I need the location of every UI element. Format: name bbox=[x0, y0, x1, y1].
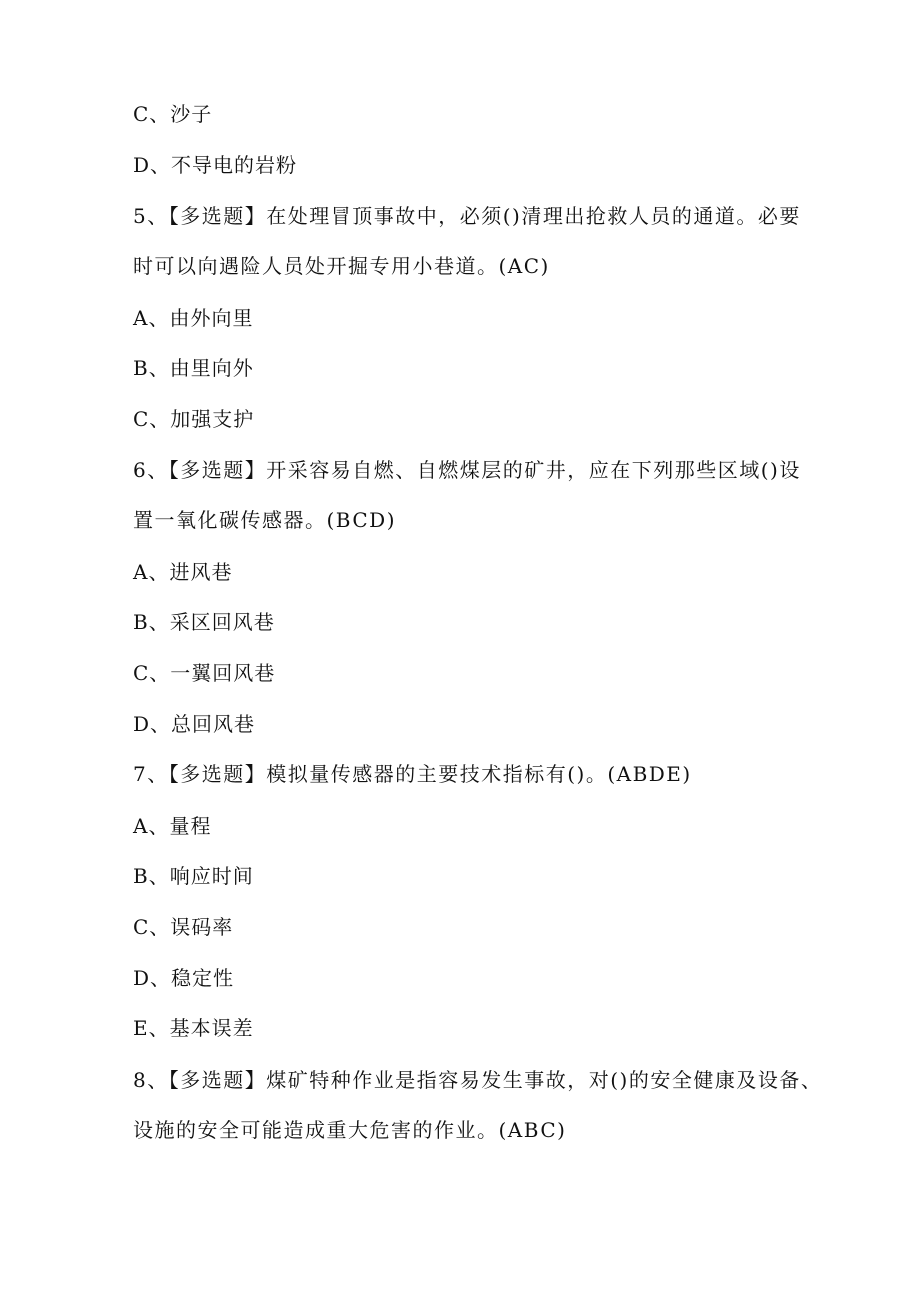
option-line: A、由外向里 bbox=[133, 306, 254, 330]
option-line: C、误码率 bbox=[133, 915, 234, 939]
option-line: A、量程 bbox=[133, 814, 212, 838]
option-line: D、总回风巷 bbox=[133, 712, 256, 736]
option-line: C、沙子 bbox=[133, 102, 213, 126]
option-line: C、一翼回风巷 bbox=[133, 661, 276, 685]
question-line: 8、【多选题】煤矿特种作业是指容易发生事故，对()的安全健康及设备、 bbox=[133, 1068, 823, 1092]
option-line: E、基本误差 bbox=[133, 1016, 254, 1040]
question-line: 6、【多选题】开采容易自燃、自燃煤层的矿井，应在下列那些区域()设 bbox=[133, 458, 801, 482]
question-line: 5、【多选题】在处理冒顶事故中，必须()清理出抢救人员的通道。必要 bbox=[133, 204, 801, 228]
question-line: 置一氧化碳传感器。(BCD) bbox=[133, 508, 397, 532]
option-line: D、稳定性 bbox=[133, 966, 235, 990]
question-line: 时可以向遇险人员处开掘专用小巷道。(AC) bbox=[133, 254, 550, 278]
question-line: 7、【多选题】模拟量传感器的主要技术指标有()。(ABDE) bbox=[133, 762, 692, 786]
question-line: 设施的安全可能造成重大危害的作业。(ABC) bbox=[133, 1118, 567, 1142]
option-line: B、响应时间 bbox=[133, 864, 254, 888]
option-line: B、采区回风巷 bbox=[133, 610, 275, 634]
option-line: B、由里向外 bbox=[133, 356, 254, 380]
option-line: C、加强支护 bbox=[133, 407, 255, 431]
option-line: D、不导电的岩粉 bbox=[133, 153, 298, 177]
option-line: A、进风巷 bbox=[133, 560, 233, 584]
